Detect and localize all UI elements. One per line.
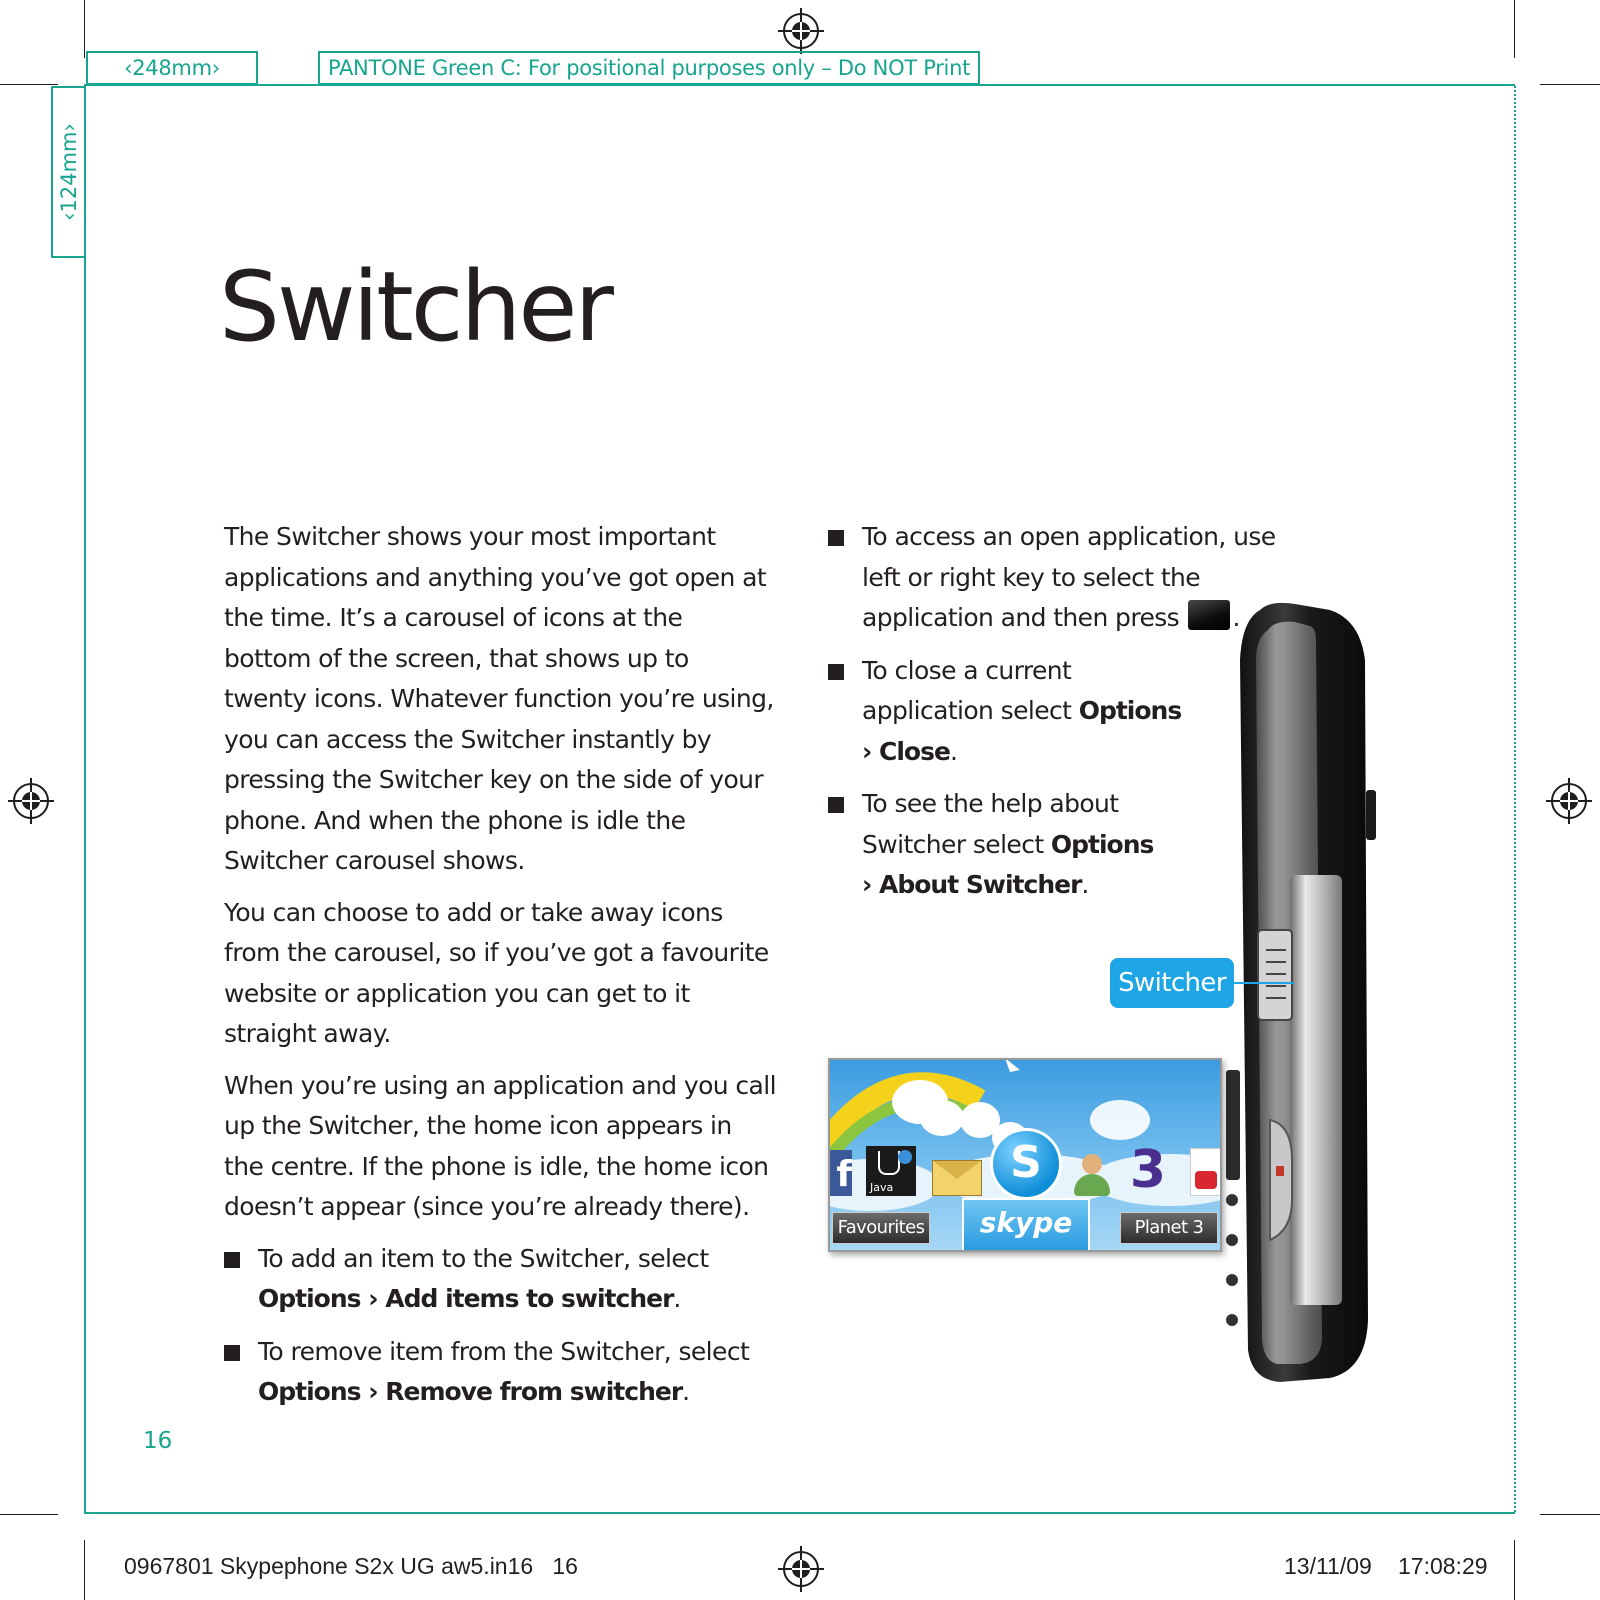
intro-paragraph: The Switcher shows your most important applications and anything you’ve got open at the time. It’s a carousel of icons at the bottom of the screen, that shows up to twenty icons. Whatever function you’re using, you can access the Switcher instantly by pressing the Switcher key on the side of your phone. And when the phone is idle the Switcher carousel shows.: [224, 522, 774, 875]
switcher-screen-mockup: [828, 1058, 1222, 1252]
crop-mark: [0, 1514, 58, 1515]
height-slug: [51, 86, 86, 258]
registration-mark-icon: [778, 8, 824, 54]
callout-leader-line: [1234, 982, 1294, 984]
crop-mark: [1540, 84, 1600, 85]
trim-line-left: [84, 84, 86, 1514]
registration-mark-icon: [1546, 778, 1592, 824]
footer-filename: 0967801 Skypephone S2x UG aw5.in16 16: [124, 1553, 578, 1579]
registration-mark-icon: [778, 1546, 824, 1592]
crop-mark: [84, 0, 85, 58]
three-logo-icon: 3: [1129, 1140, 1167, 1200]
trim-line-bottom: [85, 1512, 1515, 1514]
bullet-text: To see the help about Switcher select Options › About Switcher.: [862, 789, 1154, 899]
menu-path: Options › Close: [862, 696, 1182, 766]
menu-path: Options › About Switcher: [862, 829, 1154, 899]
message-icon: [932, 1160, 982, 1196]
registration-mark-icon: [8, 778, 54, 824]
left-column: [224, 517, 776, 1425]
pantone-slug: PANTONE Green C: For positional purposes only – Do NOT Print: [318, 51, 980, 85]
bullet-square-icon: [828, 797, 844, 813]
contact-icon: [1074, 1154, 1110, 1196]
bullet-text: To access an open application, use left or right key to select the application and then press .: [862, 522, 1276, 632]
crop-mark: [1514, 0, 1515, 58]
width-slug: ‹248mm›: [86, 51, 258, 85]
page-title: Switcher: [219, 251, 611, 363]
java-icon: [866, 1146, 916, 1196]
page-number: 16: [143, 1428, 173, 1454]
bullet-square-icon: [224, 1345, 240, 1361]
footer-time: 17:08:29: [1398, 1553, 1488, 1579]
crop-mark: [1514, 1540, 1515, 1600]
trim-line-right: [1514, 86, 1516, 1512]
bullet-text: To remove item from the Switcher, select Options › Remove from switcher.: [258, 1336, 750, 1406]
footer-date: 13/11/09: [1284, 1553, 1372, 1579]
height-slug-label: ‹124mm›: [56, 123, 81, 221]
bullet-text: To add an item to the Switcher, select Options › Add items to switcher.: [258, 1243, 709, 1313]
java-label: Java: [870, 1181, 894, 1194]
menu-path: Options › Add items to switcher: [258, 1284, 674, 1313]
menu-path: Options › Remove from switcher: [258, 1377, 683, 1406]
tab-skype[interactable]: [962, 1198, 1090, 1250]
carousel-paragraph: You can choose to add or take away icons from the carousel, so if you’ve got a favourite website or application you can get to it straight away.: [224, 897, 769, 1048]
switcher-key-callout: Switcher: [1110, 958, 1234, 1008]
home-icon-paragraph: When you’re using an application and you call up the Switcher, the home icon appears in the centre. If the phone is idle, the home icon doesn’t appear (since you’re already there).: [224, 1070, 776, 1221]
bullet-text: To close a current application select Options › Close.: [862, 655, 1182, 766]
bullet-square-icon: [828, 664, 844, 680]
crop-mark: [1540, 1514, 1600, 1515]
skype-tab-label: skype: [979, 1206, 1073, 1239]
bullet-square-icon: [224, 1252, 240, 1268]
skype-icon: S: [990, 1128, 1062, 1200]
list-item: [828, 784, 1168, 906]
tab-favourites[interactable]: Favourites: [832, 1212, 930, 1244]
crop-mark: [84, 1540, 85, 1600]
tab-planet-3[interactable]: Planet 3: [1120, 1212, 1218, 1244]
list-item: [224, 1332, 776, 1413]
youtube-icon: [1190, 1148, 1222, 1196]
list-item: [828, 651, 1198, 773]
facebook-icon: f: [830, 1150, 852, 1196]
phone-side-illustration: [1220, 600, 1380, 1400]
bullet-square-icon: [828, 530, 844, 546]
crop-mark: [0, 84, 58, 85]
list-item: [224, 1239, 776, 1320]
